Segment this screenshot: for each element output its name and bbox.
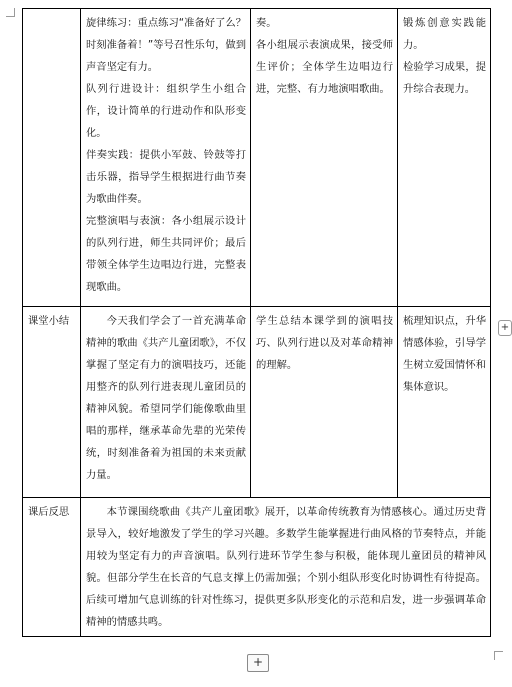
add-row-button[interactable]: + bbox=[247, 654, 269, 672]
paragraph: 学生总结本课学到的演唱技巧、队列行进以及对革命精神的理解。 bbox=[256, 315, 393, 371]
teacher-activity-cell bbox=[81, 307, 251, 498]
paragraph: 旋律练习：重点练习“准备好了么？时刻准备着！”等号召性乐句，做到声音坚定有力。 bbox=[86, 17, 246, 73]
reflection-cell bbox=[81, 498, 491, 637]
design-purpose-cell bbox=[398, 9, 491, 307]
row-label-cell: 课堂小结 bbox=[23, 307, 81, 498]
paragraph: 奏。 bbox=[256, 17, 277, 29]
teacher-activity-cell bbox=[81, 9, 251, 307]
paragraph: 队列行进设计：组织学生小组合作，设计简单的行进动作和队形变化。 bbox=[86, 83, 246, 139]
table-side-add-button[interactable]: + bbox=[498, 320, 512, 336]
table-row bbox=[23, 307, 491, 498]
lesson-plan-table bbox=[22, 8, 491, 637]
row-label-cell bbox=[23, 9, 81, 307]
table-row bbox=[23, 498, 491, 637]
student-activity-cell bbox=[251, 9, 398, 307]
paragraph: 锻炼创意实践能力。 bbox=[403, 17, 486, 51]
paragraph: 检验学习成果，提升综合表现力。 bbox=[403, 61, 486, 95]
student-activity-cell bbox=[251, 307, 398, 498]
paragraph: 本节课围绕歌曲《共产儿童团歌》展开，以革命传统教育为情感核心。通过历史背景导入，较好地激发了学生的学习兴趣。多数学生能掌握进行曲风格的节奏特点，并能用较为坚定有力的声音演唱。队列行进环节学生参与积极，能体现儿童团员的精神风貌。但部分学生在长音的气息支撑上仍需加强；个别小组队形变化时协调性有待提高。后续可增加气息训练的针对性练习，提供更多队形变化的示范和启发，进一步强调革命精神的情感共鸣。 bbox=[86, 506, 486, 628]
page-corner-marker bbox=[494, 651, 503, 660]
paragraph: 完整演唱与表演：各小组展示设计的队列行进，师生共同评价；最后带领全体学生边唱边行进，完整表现歌曲。 bbox=[86, 215, 246, 293]
paragraph: 伴奏实践：提供小军鼓、铃鼓等打击乐器，指导学生根据进行曲节奏为歌曲伴奏。 bbox=[86, 149, 246, 205]
paragraph: 今天我们学会了一首充满革命精神的歌曲《共产儿童团歌》，不仅掌握了坚定有力的演唱技巧，还能用整齐的队列行进表现儿童团员的精神风貌。希望同学们能像歌曲里唱的那样，继承革命先辈的光荣传统，时刻准备着为祖国的未来贡献力量。 bbox=[86, 315, 246, 481]
design-purpose-cell bbox=[398, 307, 491, 498]
table-row bbox=[23, 9, 491, 307]
page-corner-marker bbox=[6, 8, 15, 17]
paragraph: 梳理知识点，升华情感体验，引导学生树立爱国情怀和集体意识。 bbox=[403, 315, 486, 393]
row-label-cell: 课后反思 bbox=[23, 498, 81, 637]
paragraph: 各小组展示表演成果，接受师生评价；全体学生边唱边行进，完整、有力地演唱歌曲。 bbox=[256, 39, 393, 95]
